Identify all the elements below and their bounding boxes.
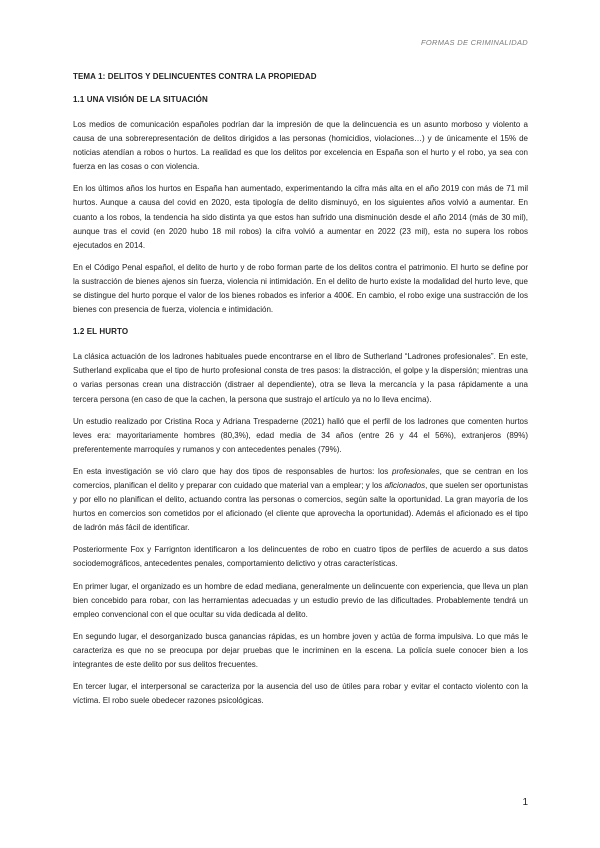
document-body bbox=[73, 72, 528, 716]
paragraph: En tercer lugar, el interpersonal se caracteriza por la ausencia del uso de útiles para robar y evitar el contacto violento con la víctima. El robo suele obedecer razones psicológicas. bbox=[73, 682, 528, 706]
running-header: FORMAS DE CRIMINALIDAD bbox=[420, 38, 528, 47]
section-heading-1-2: 1.2 EL HURTO bbox=[73, 327, 129, 337]
text-run: , que se centran en los comercios, planifican el delito y preparar con cuidado que material van a emplear; y los bbox=[73, 466, 528, 490]
paragraph: En el Código Penal español, el delito de hurto y de robo forman parte de los delitos contra el patrimonio. El hurto se define por la sustracción de bienes ajenos sin fuerza, violencia ni intimidación. En el delito de hurto existe la modalidad del hurto leve, que se distingue del hurto porque el valor de los bienes robados es inferior a 400€. En cambio, el robo exige una sustracción de los bienes con presencia de fuerza, violencia e intimidación. bbox=[73, 262, 528, 315]
section-heading-1-1: 1.1 UNA VISIÓN DE LA SITUACIÓN bbox=[73, 95, 208, 104]
page-number: 1 bbox=[522, 797, 528, 808]
paragraph: Un estudio realizado por Cristina Roca y Adriana Trespaderne (2021) halló que el perfil de los ladrones que comenten hurtos leves era: mayoritariamente hombres (80,3%), edad media de 34 años (entre 26 y 44 el 56%), extranjeros (89%) preferentemente marroquíes y rumanos y con antecedentes penales (79%). bbox=[73, 416, 528, 454]
paragraph: Posteriormente Fox y Farrignton identificaron a los delincuentes de robo en cuatro tipos de perfiles de acuerdo a sus datos sociodemográficos, antecedentes penales, comportamiento delictivo y otras características. bbox=[73, 545, 528, 569]
paragraph: En segundo lugar, el desorganizado busca ganancias rápidas, es un hombre joven y actúa de forma impulsiva. Lo que más le caracteriza es que no se preocupa por dejar pruebas que le incriminen en la escena. La policía suele conocer bien a los integrantes de este delito por sus delitos frecuentes. bbox=[73, 631, 528, 669]
emphasis-term: aficionados bbox=[384, 480, 426, 490]
paragraph: En los últimos años los hurtos en España han aumentado, experimentando la cifra más alta en el año 2019 con más de 71 mil hurtos. Aunque a causa del covid en 2020, esta tipología de delito disminuyó, en los siguientes años volvió a aumentar. En cuanto a los robos, la tendencia ha sido distinta ya que estos han sufrido una disminución desde el año 2014 (más de 30 mil), aunque tras el covid (en 2020 hubo 18 mil robos) la cifra volvió a aumentar en 2022 (23 mil), esta no supera los robos ejecutados en 2014. bbox=[73, 184, 528, 250]
paragraph: Los medios de comunicación españoles podrían dar la impresión de que la delincuencia es un asunto morboso y violento a causa de una sobrerepresentación de delitos dirigidos a las personas (homicidios, violaciones…) y de únicamente el 15% de noticias atendían a robos o hurtos. La realidad es que los delitos por excelencia en España son el hurto y el robo, ya sea con fuerza en las cosas o con violencia. bbox=[73, 120, 528, 172]
emphasis-term: profesionales bbox=[392, 466, 440, 476]
chapter-title: TEMA 1: DELITOS Y DELINCUENTES CONTRA LA PROPIEDAD bbox=[73, 72, 317, 81]
text-run: En esta investigación se vió claro que hay dos tipos de responsables de hurtos: los bbox=[73, 466, 392, 476]
paragraph: En primer lugar, el organizado es un hombre de edad mediana, generalmente un delincuente con experiencia, que lleva un plan bien concebido para robar, con las herramientas adecuadas y un estudio previo de las dificultades. Probablemente tendrá un empleo convencional con el que ocultar su vida dedicada al delito. bbox=[73, 581, 528, 619]
paragraph: La clásica actuación de los ladrones habituales puede encontrarse en el libro de Sutherland “Ladrones profesionales”. En este, Sutherland explicaba que el tipo de hurto profesional consta de tres pasos: la distracción, el golpe y la dispersión; mientras una o varias personas crean una distracción (distraer al dependiente), otra se lleva la mercancía y la pasa rápidamente a una tercera persona (en caso de que la cachen, la persona que sustrajo el artículo ya no lo lleva encima). bbox=[73, 352, 528, 404]
paragraph bbox=[73, 465, 528, 535]
text-run: , que suelen ser oportunistas y por ello no planifican el delito, actuando contra las personas o comercios, según salte la oportunidad. La gran mayoría de los hurtos en comercios son cometidos por el aficionado (el cliente que aprovecha la oportunidad). Además el aficionado es el tipo de ladrón más fácil de identificar. bbox=[73, 480, 529, 533]
